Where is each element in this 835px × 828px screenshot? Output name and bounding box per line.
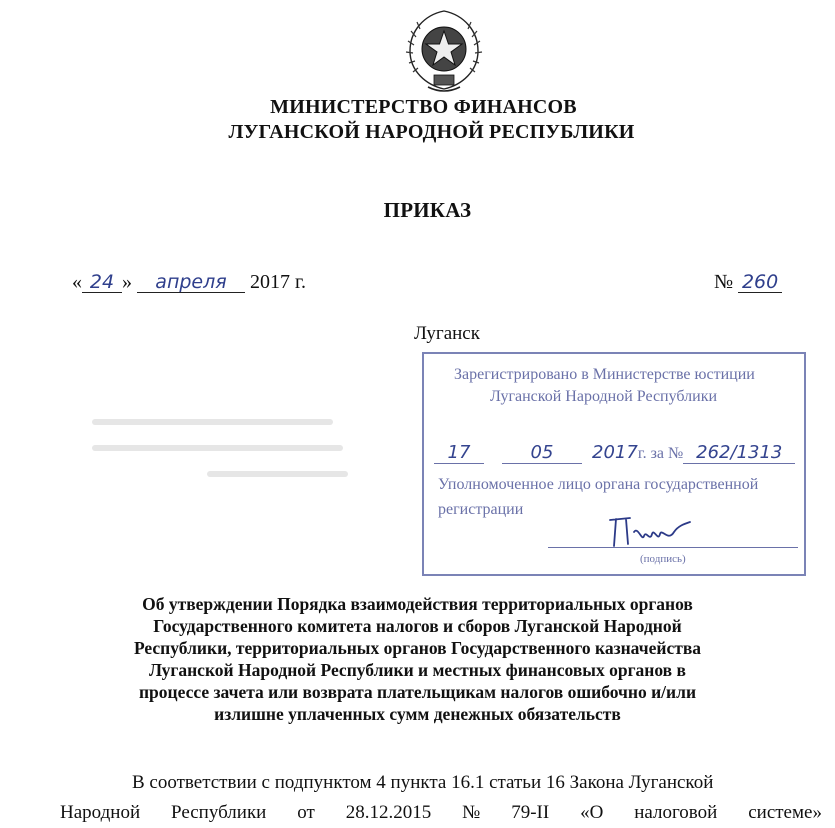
body-word: 79-II xyxy=(511,802,550,823)
order-year: 2017 г. xyxy=(250,271,306,293)
title-line: Об утверждении Порядка взаимодействия территориальных органов xyxy=(142,594,693,614)
order-date xyxy=(72,271,306,294)
ministry-name-line1: МИНИСТЕРСТВО ФИНАНСОВ xyxy=(270,96,577,118)
stamp-line5: регистрации xyxy=(438,501,524,518)
signature-caption: (подпись) xyxy=(640,553,686,565)
title-line: Республики, территориальных органов Государственного казначейства xyxy=(133,638,702,658)
number-label: № xyxy=(714,271,734,293)
body-word: 28.12.2015 xyxy=(345,802,432,823)
stamp-month: 05 xyxy=(502,442,582,464)
document-type: ПРИКАЗ xyxy=(383,198,472,222)
body-word: Республики xyxy=(171,802,267,823)
order-day: 24 xyxy=(82,272,122,293)
stamp-line4: Уполномоченное лицо органа государственной xyxy=(438,476,759,493)
stamp-line2: Луганской Народной Республики xyxy=(490,388,718,405)
handwritten-signature xyxy=(604,512,694,556)
stamp-line1: Зарегистрировано в Министерстве юстиции xyxy=(454,366,755,383)
order-title xyxy=(60,593,775,725)
stamp-year: 2017 xyxy=(592,442,638,463)
stamp-date xyxy=(434,442,795,464)
title-line: Луганской Народной Республики и местных финансовых органов в xyxy=(149,660,686,680)
title-line: излишне уплаченных сумм денежных обязательств xyxy=(214,704,621,724)
stamp-reg-number: 262/1313 xyxy=(683,442,795,464)
body-word: системе» xyxy=(748,802,822,823)
stamp-year-suffix: г. за № xyxy=(637,445,684,462)
ministry-name-line2: ЛУГАНСКОЙ НАРОДНОЙ РЕСПУБЛИКИ xyxy=(228,121,635,143)
title-line: Государственного комитета налогов и сборов Луганской Народной xyxy=(153,616,682,636)
stamp-day: 17 xyxy=(434,442,484,464)
city: Луганск xyxy=(414,323,480,344)
close-quote: » xyxy=(122,271,132,293)
order-month: апреля xyxy=(137,272,245,293)
order-number-value: 260 xyxy=(738,272,782,293)
body-word: Народной xyxy=(60,802,141,823)
body-line2 xyxy=(60,798,822,828)
order-number xyxy=(714,271,782,294)
body-word: налоговой xyxy=(634,802,718,823)
order-body xyxy=(60,768,822,828)
signature-line xyxy=(548,547,798,548)
body-word: «О xyxy=(580,802,604,823)
registration-stamp xyxy=(422,352,806,576)
body-line1: В соответствии с подпунктом 4 пункта 16.1 статьи 16 Закона Луганской xyxy=(132,772,714,793)
faint-background-text xyxy=(90,410,350,490)
body-word: № xyxy=(462,802,481,823)
republic-emblem xyxy=(400,5,488,97)
open-quote: « xyxy=(72,271,82,293)
body-word: от xyxy=(297,802,315,823)
title-line: процессе зачета или возврата плательщикам налогов ошибочно и/или xyxy=(138,682,697,702)
